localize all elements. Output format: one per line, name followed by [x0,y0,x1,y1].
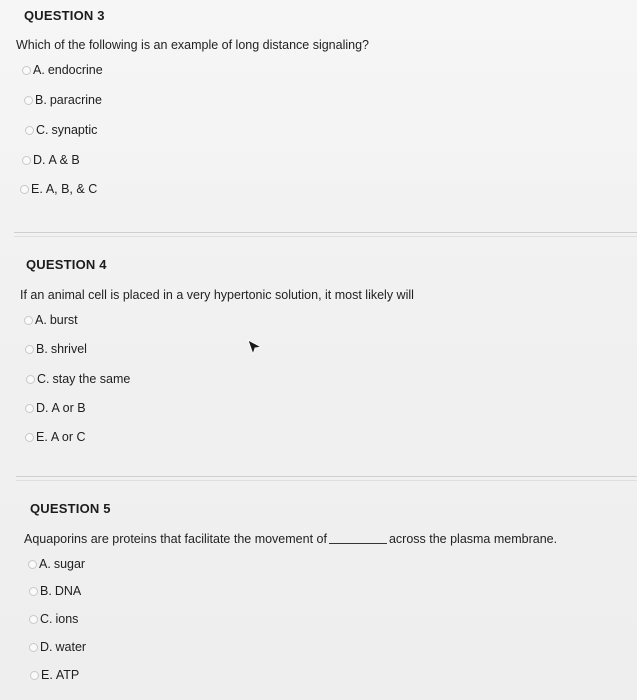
q3-option-e-text: A, B, & C [45,182,98,196]
q4-option-d-text: A or B [51,401,86,415]
question-4-text: If an animal cell is placed in a very hypertonic solution, it most likely will [20,288,414,302]
q4-option-c[interactable] [26,372,130,386]
q5-option-d-letter: D. [40,640,53,654]
radio-icon[interactable] [30,671,39,680]
q3-option-d[interactable] [22,153,80,167]
q5-option-a-letter: A. [39,557,51,571]
q5-option-e-text: ATP [55,668,80,682]
divider [14,236,637,237]
q4-option-b-letter: B. [36,342,48,356]
q3-option-c[interactable] [25,123,97,137]
mouse-pointer-icon [244,337,264,357]
radio-icon[interactable] [29,643,38,652]
radio-icon[interactable] [25,126,34,135]
radio-icon[interactable] [25,345,34,354]
q3-option-c-letter: C. [36,123,49,137]
q3-option-e[interactable] [20,182,97,196]
q3-option-b-text: paracrine [49,93,102,107]
divider [16,480,637,481]
question-5-title: QUESTION 5 [30,501,111,516]
q4-option-e-text: A or C [50,430,86,444]
question-3-title: QUESTION 3 [24,8,105,23]
q5-option-a-text: sugar [53,557,86,571]
q5-option-b-text: DNA [54,584,82,598]
radio-icon[interactable] [29,615,38,624]
q4-option-a-text: burst [49,313,78,327]
q4-option-a-letter: A. [35,313,47,327]
q5-option-e[interactable] [30,668,79,682]
radio-icon[interactable] [22,66,31,75]
divider [14,232,637,233]
q5-option-a[interactable] [28,557,85,571]
q3-option-b-letter: B. [35,93,47,107]
q4-option-e[interactable] [25,430,86,444]
q3-option-b[interactable] [24,93,102,107]
q5-option-c[interactable] [29,612,78,626]
radio-icon[interactable] [29,587,38,596]
q3-option-e-letter: E. [31,182,43,196]
question-5-text-after: across the plasma membrane. [388,532,558,546]
question-4-title: QUESTION 4 [26,257,107,272]
q4-option-d-letter: D. [36,401,49,415]
q5-option-c-text: ions [55,612,79,626]
question-5-text-before: Aquaporins are proteins that facilitate the movement of [24,532,327,546]
q4-option-c-text: stay the same [52,372,131,386]
q3-option-a-text: endocrine [47,63,103,77]
q5-option-b[interactable] [29,584,81,598]
q4-option-c-letter: C. [37,372,50,386]
q4-option-a[interactable] [24,313,78,327]
divider [16,476,637,477]
q4-option-e-letter: E. [36,430,48,444]
q5-option-b-letter: B. [40,584,52,598]
radio-icon[interactable] [25,433,34,442]
q3-option-a-letter: A. [33,63,45,77]
q5-option-c-letter: C. [40,612,53,626]
q5-option-e-letter: E. [41,668,53,682]
answer-blank [329,532,387,544]
q5-option-d-text: water [55,640,87,654]
q4-option-d[interactable] [25,401,86,415]
radio-icon[interactable] [28,560,37,569]
q3-option-c-text: synaptic [51,123,98,137]
q5-option-d[interactable] [29,640,86,654]
q3-option-d-letter: D. [33,153,46,167]
radio-icon[interactable] [26,375,35,384]
radio-icon[interactable] [24,96,33,105]
radio-icon[interactable] [20,185,29,194]
radio-icon[interactable] [24,316,33,325]
q3-option-d-text: A & B [48,153,80,167]
q4-option-b-text: shrivel [50,342,87,356]
question-3-text: Which of the following is an example of long distance signaling? [16,38,369,52]
q3-option-a[interactable] [22,63,103,77]
question-5-text [24,532,557,546]
radio-icon[interactable] [22,156,31,165]
radio-icon[interactable] [25,404,34,413]
q4-option-b[interactable] [25,342,87,356]
